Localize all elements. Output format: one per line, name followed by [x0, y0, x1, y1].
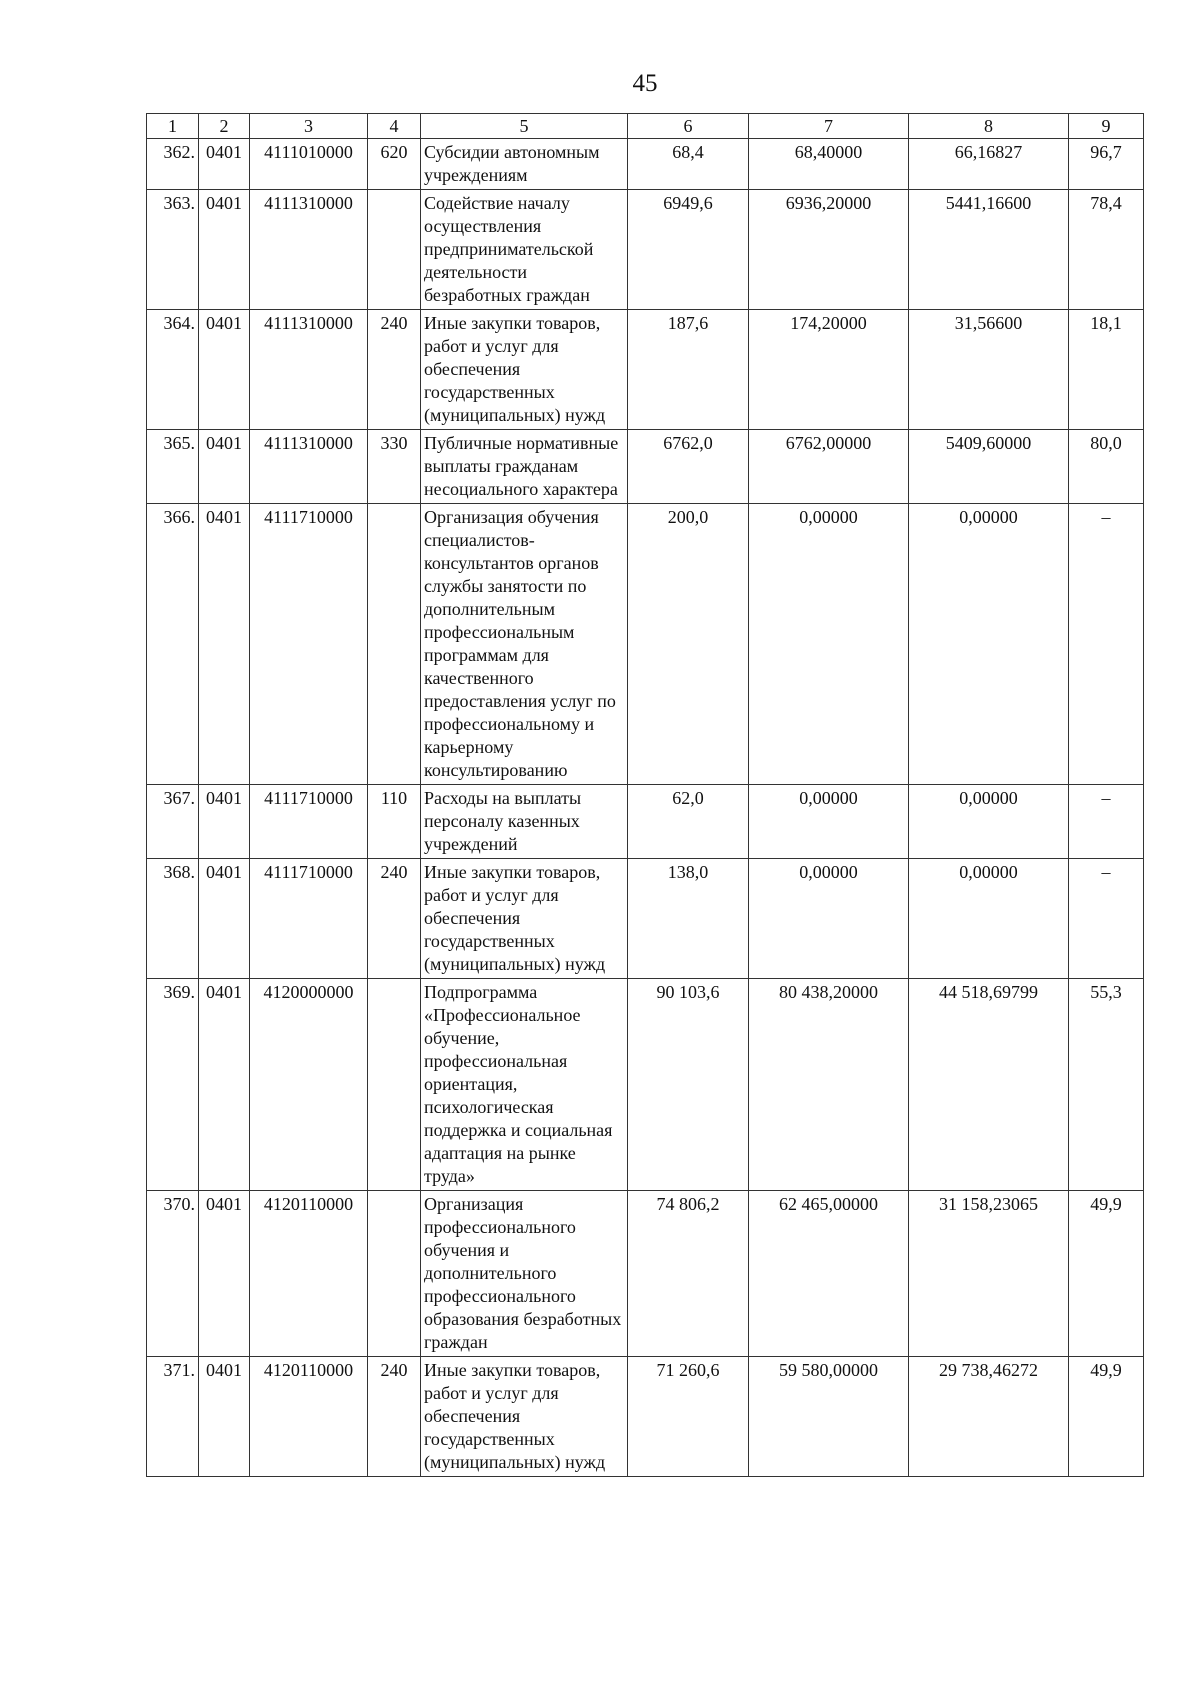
expense-type-cell: 620 [368, 139, 421, 190]
plan-amount-cell: 138,0 [628, 859, 749, 979]
row-number-cell: 370. [147, 1191, 199, 1357]
execution-percent-cell: 18,1 [1069, 310, 1144, 430]
plan-amount-cell: 62,0 [628, 785, 749, 859]
expense-type-cell [368, 979, 421, 1191]
refined-amount-cell: 0,00000 [749, 859, 909, 979]
expense-type-cell [368, 190, 421, 310]
expense-type-cell: 110 [368, 785, 421, 859]
plan-amount-cell: 187,6 [628, 310, 749, 430]
target-code-cell: 4120110000 [250, 1357, 368, 1477]
table-row [147, 1191, 1144, 1357]
header-cell-9: 9 [1069, 114, 1144, 139]
execution-percent-cell: 96,7 [1069, 139, 1144, 190]
execution-percent-cell: 49,9 [1069, 1357, 1144, 1477]
refined-amount-cell: 6936,20000 [749, 190, 909, 310]
section-code-cell: 0401 [199, 785, 250, 859]
refined-amount-cell: 80 438,20000 [749, 979, 909, 1191]
table-header-row [147, 114, 1144, 139]
actual-amount-cell: 31,56600 [909, 310, 1069, 430]
section-code-cell: 0401 [199, 190, 250, 310]
refined-amount-cell: 62 465,00000 [749, 1191, 909, 1357]
budget-table-body [147, 114, 1144, 1477]
item-name-cell: Субсидии автономным учреждениям [421, 139, 628, 190]
plan-amount-cell: 74 806,2 [628, 1191, 749, 1357]
actual-amount-cell: 44 518,69799 [909, 979, 1069, 1191]
expense-type-cell [368, 504, 421, 785]
execution-percent-cell: – [1069, 859, 1144, 979]
refined-amount-cell: 68,40000 [749, 139, 909, 190]
table-row [147, 504, 1144, 785]
expense-type-cell: 240 [368, 310, 421, 430]
execution-percent-cell: – [1069, 504, 1144, 785]
table-row [147, 310, 1144, 430]
row-number-cell: 368. [147, 859, 199, 979]
actual-amount-cell: 5441,16600 [909, 190, 1069, 310]
row-number-cell: 367. [147, 785, 199, 859]
header-cell-6: 6 [628, 114, 749, 139]
row-number-cell: 364. [147, 310, 199, 430]
target-code-cell: 4111310000 [250, 430, 368, 504]
target-code-cell: 4111710000 [250, 785, 368, 859]
row-number-cell: 371. [147, 1357, 199, 1477]
target-code-cell: 4111310000 [250, 310, 368, 430]
row-number-cell: 365. [147, 430, 199, 504]
section-code-cell: 0401 [199, 310, 250, 430]
section-code-cell: 0401 [199, 859, 250, 979]
target-code-cell: 4120110000 [250, 1191, 368, 1357]
execution-percent-cell: – [1069, 785, 1144, 859]
section-code-cell: 0401 [199, 504, 250, 785]
section-code-cell: 0401 [199, 979, 250, 1191]
plan-amount-cell: 6762,0 [628, 430, 749, 504]
actual-amount-cell: 31 158,23065 [909, 1191, 1069, 1357]
target-code-cell: 4111010000 [250, 139, 368, 190]
execution-percent-cell: 55,3 [1069, 979, 1144, 1191]
plan-amount-cell: 6949,6 [628, 190, 749, 310]
refined-amount-cell: 0,00000 [749, 785, 909, 859]
item-name-cell: Организация обучения специалистов-консультантов органов службы занятости по дополнительным профессиональным программам для качественного предоставления услуг по профессиональному и карьерному консультированию [421, 504, 628, 785]
actual-amount-cell: 66,16827 [909, 139, 1069, 190]
header-cell-1: 1 [147, 114, 199, 139]
header-cell-5: 5 [421, 114, 628, 139]
target-code-cell: 4111710000 [250, 859, 368, 979]
table-row [147, 139, 1144, 190]
table-row [147, 1357, 1144, 1477]
expense-type-cell [368, 1191, 421, 1357]
header-cell-8: 8 [909, 114, 1069, 139]
item-name-cell: Подпрограмма «Профессиональное обучение, профессиональная ориентация, психологическая поддержка и социальная адаптация на рынке труда» [421, 979, 628, 1191]
refined-amount-cell: 0,00000 [749, 504, 909, 785]
actual-amount-cell: 29 738,46272 [909, 1357, 1069, 1477]
item-name-cell: Иные закупки товаров, работ и услуг для обеспечения государственных (муниципальных) нужд [421, 859, 628, 979]
section-code-cell: 0401 [199, 1357, 250, 1477]
expense-type-cell: 240 [368, 1357, 421, 1477]
table-row [147, 979, 1144, 1191]
execution-percent-cell: 80,0 [1069, 430, 1144, 504]
target-code-cell: 4111710000 [250, 504, 368, 785]
item-name-cell: Организация профессионального обучения и дополнительного профессионального образования безработных граждан [421, 1191, 628, 1357]
section-code-cell: 0401 [199, 1191, 250, 1357]
item-name-cell: Публичные нормативные выплаты гражданам несоциального характера [421, 430, 628, 504]
plan-amount-cell: 71 260,6 [628, 1357, 749, 1477]
header-cell-2: 2 [199, 114, 250, 139]
plan-amount-cell: 68,4 [628, 139, 749, 190]
expense-type-cell: 330 [368, 430, 421, 504]
target-code-cell: 4120000000 [250, 979, 368, 1191]
table-row [147, 430, 1144, 504]
actual-amount-cell: 0,00000 [909, 504, 1069, 785]
item-name-cell: Содействие началу осуществления предпринимательской деятельности безработных граждан [421, 190, 628, 310]
refined-amount-cell: 59 580,00000 [749, 1357, 909, 1477]
actual-amount-cell: 0,00000 [909, 859, 1069, 979]
table-row [147, 859, 1144, 979]
refined-amount-cell: 174,20000 [749, 310, 909, 430]
section-code-cell: 0401 [199, 139, 250, 190]
row-number-cell: 362. [147, 139, 199, 190]
row-number-cell: 363. [147, 190, 199, 310]
item-name-cell: Иные закупки товаров, работ и услуг для обеспечения государственных (муниципальных) нужд [421, 1357, 628, 1477]
expense-type-cell: 240 [368, 859, 421, 979]
header-cell-4: 4 [368, 114, 421, 139]
table-row [147, 190, 1144, 310]
execution-percent-cell: 78,4 [1069, 190, 1144, 310]
execution-percent-cell: 49,9 [1069, 1191, 1144, 1357]
budget-table [146, 113, 1144, 1477]
page-number: 45 [632, 70, 658, 97]
plan-amount-cell: 200,0 [628, 504, 749, 785]
table-row [147, 785, 1144, 859]
target-code-cell: 4111310000 [250, 190, 368, 310]
actual-amount-cell: 5409,60000 [909, 430, 1069, 504]
item-name-cell: Расходы на выплаты персоналу казенных учреждений [421, 785, 628, 859]
header-cell-3: 3 [250, 114, 368, 139]
refined-amount-cell: 6762,00000 [749, 430, 909, 504]
actual-amount-cell: 0,00000 [909, 785, 1069, 859]
item-name-cell: Иные закупки товаров, работ и услуг для обеспечения государственных (муниципальных) нужд [421, 310, 628, 430]
plan-amount-cell: 90 103,6 [628, 979, 749, 1191]
row-number-cell: 369. [147, 979, 199, 1191]
row-number-cell: 366. [147, 504, 199, 785]
section-code-cell: 0401 [199, 430, 250, 504]
header-cell-7: 7 [749, 114, 909, 139]
